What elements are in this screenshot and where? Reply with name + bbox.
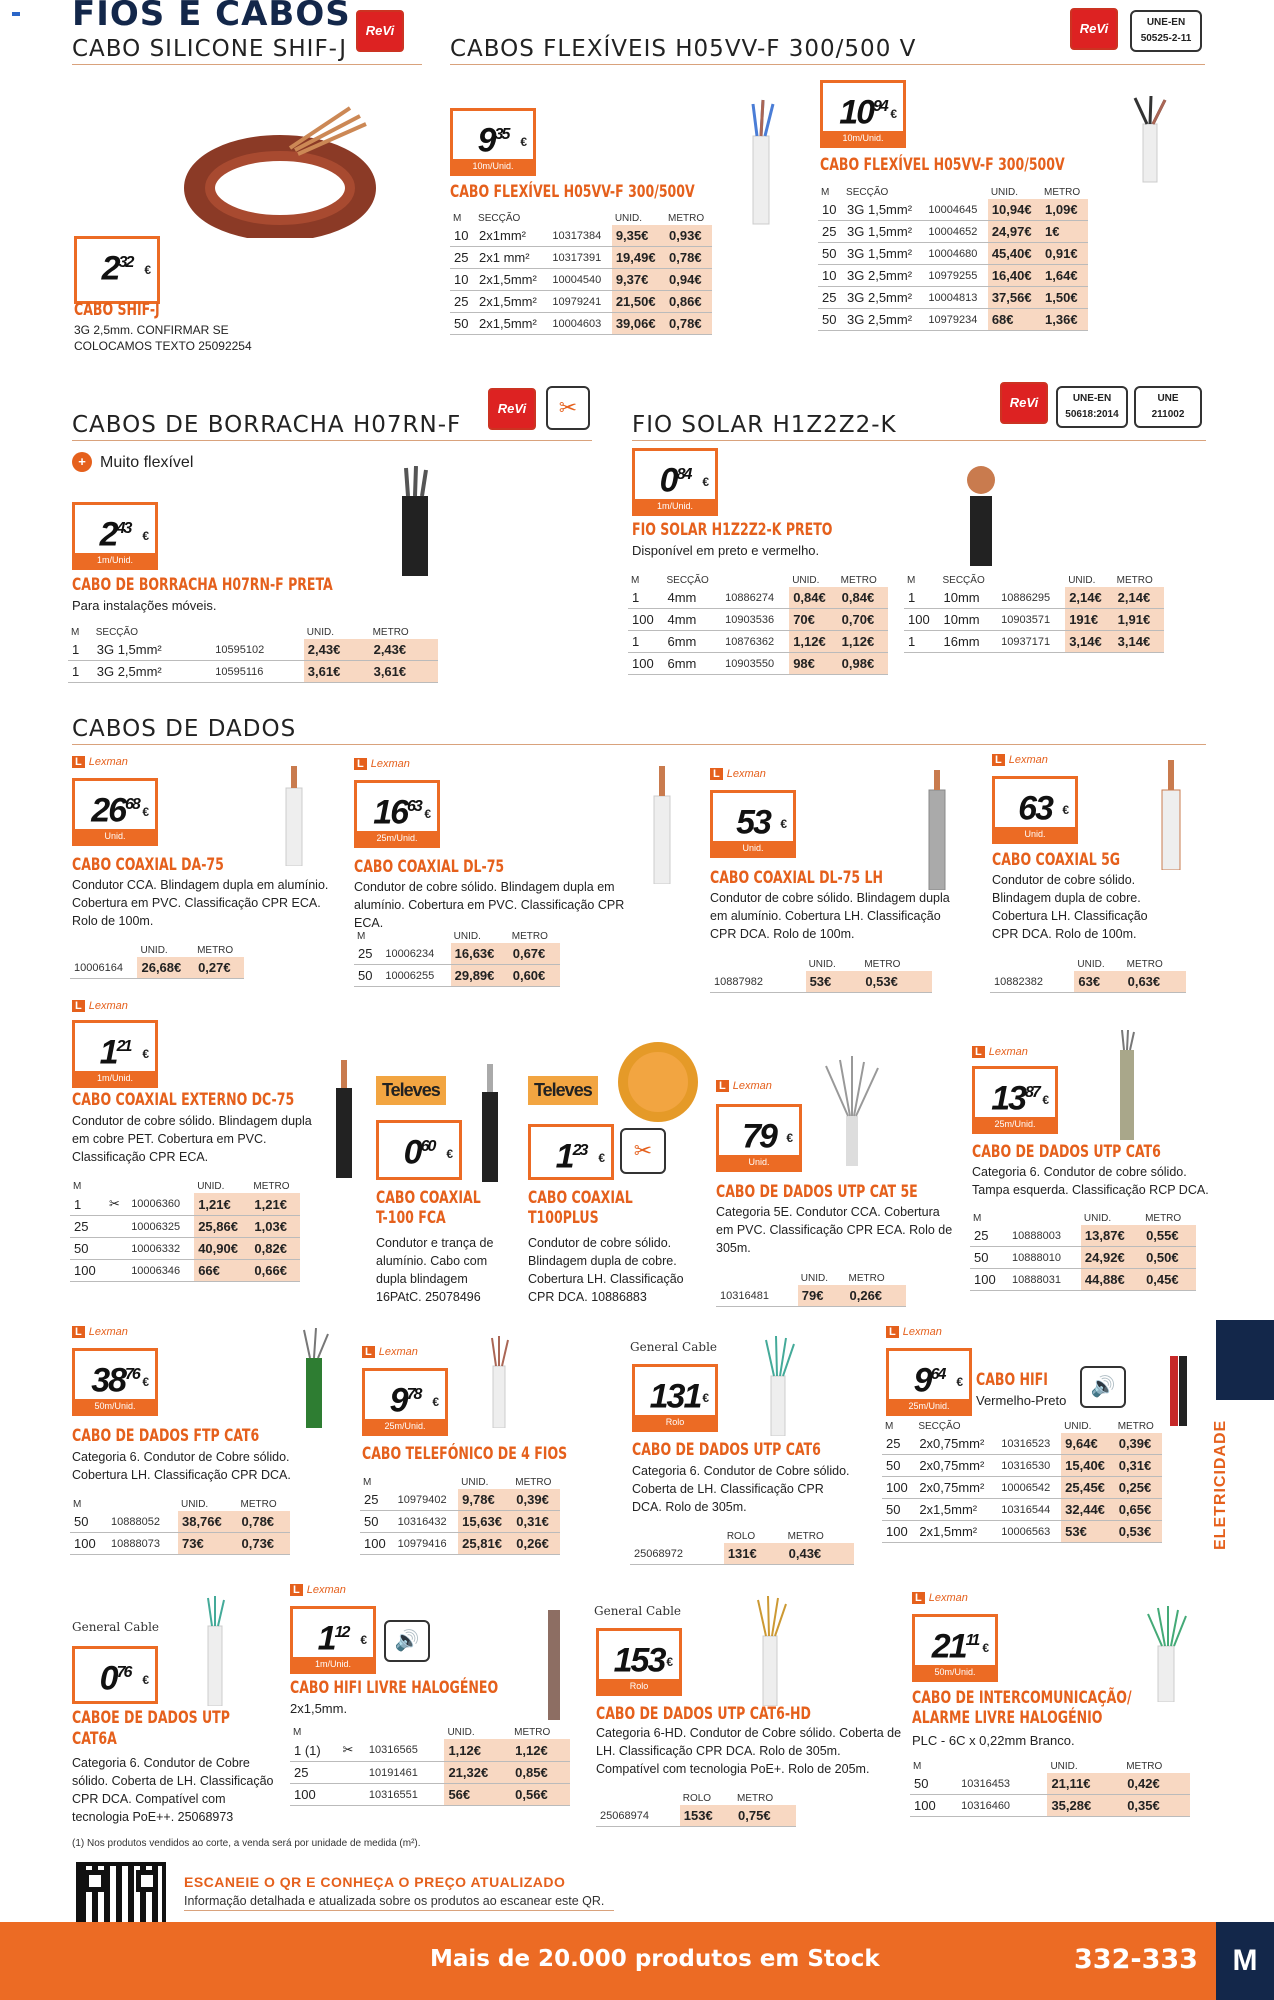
data-cable-image: [750, 1596, 790, 1706]
phone-cable-image: [484, 1336, 514, 1428]
product-name: CABO DE DADOS UTP CAT 5E: [716, 1182, 918, 1202]
price-tag: $0^{60}$ €: [376, 1120, 462, 1180]
product-name: FIO SOLAR H1Z2Z2-K PRETO: [632, 520, 833, 540]
coax-cable-image: [478, 1064, 502, 1182]
table-row: 100 10mm 10903571 191€ 1,91€: [904, 609, 1164, 631]
product-desc: Condutor de cobre sólido. Blindagem dupla de cobre. Cobertura LH. Classificação CPR DCA. 10886883: [528, 1236, 684, 1304]
price-table: M SECÇÃO UNID. METRO 10 2x1mm² 10317384 9,35€ 0,93€ 25 2x1 mm² 10317391 19,49€ 0,78€ 10 2x1,5mm² 10004540 9,37€ 0,94€ 25 2x1,5mm² 10979241 21,50€ 0,86€ 50 2x1,5mm² 10004603 39,06€ 0,78€: [450, 212, 712, 335]
revi-logo: ReVi: [488, 388, 536, 430]
table-row: 25 2x1,5mm² 10979241 21,50€ 0,86€: [450, 291, 712, 313]
price-table: M SECÇÃO UNID. METRO 1 3G 1,5mm² 10595102 2,43€ 2,43€ 1 3G 2,5mm² 10595116 3,61€ 3,61€: [68, 626, 438, 683]
table-row: 50 2x0,75mm² 10316530 15,40€ 0,31€: [882, 1455, 1162, 1477]
price-tag: $1^{12}$ € 1m/Unid.: [290, 1606, 376, 1674]
table-row: 25 10888003 13,87€ 0,55€: [970, 1225, 1196, 1247]
table-row: 1 3G 1,5mm² 10595102 2,43€ 2,43€: [68, 639, 438, 661]
table-row: 50 10316432 15,63€ 0,31€: [360, 1511, 560, 1533]
product-name: CABO DE DADOS UTP CAT6-HD: [596, 1704, 811, 1724]
price-table: M UNID. METRO 50 10316453 21,11€ 0,42€ 100 10316460 35,28€ 0,35€: [910, 1760, 1190, 1817]
price-tag: $1^{23}$ €: [528, 1124, 614, 1180]
product-desc: 2x1,5mm.: [290, 1701, 348, 1716]
qr-title: ESCANEIE O QR E CONHEÇA O PREÇO ATUALIZADO: [184, 1874, 566, 1890]
price-table: M UNID. METRO 1 (1) ✂ 10316565 1,12€ 1,12€ 25 10191461 21,32€ 0,85€ 100 10316551 56€ 0,56€: [290, 1726, 570, 1806]
price-table: UNID. METRO 10006164 26,68€ 0,27€: [70, 944, 244, 979]
televes-logo: Televes: [376, 1076, 446, 1105]
table-row: 10887982 53€ 0,53€: [710, 971, 932, 993]
table-row: 1 (1) ✂ 10316565 1,12€ 1,12€: [290, 1739, 570, 1762]
table-row: 25 3G 1,5mm² 10004652 24,97€ 1€: [818, 221, 1088, 243]
table-row: 100 10979416 25,81€ 0,26€: [360, 1533, 560, 1555]
revi-logo: ReVi: [356, 10, 404, 52]
data-cable-image: [200, 1596, 230, 1706]
product-desc: Condutor de cobre sólido. Blindagem dupla em alumínio. Cobertura em PVC. Classificação CPR ECA.: [354, 880, 625, 930]
price-tag: $9^{64}$ € 25m/Unid.: [886, 1348, 972, 1416]
section-label: ELETRICIDADE: [1212, 1419, 1229, 1550]
price-tag: $0^{84}$ € 1m/Unid.: [632, 448, 718, 516]
solar-cable-image: [960, 456, 1004, 566]
table-row: 100 10006346 66€ 0,66€: [70, 1260, 300, 1282]
general-cable-logo: General Cable: [72, 1620, 160, 1634]
product-name: CABO COAXIAL DA-75: [72, 855, 224, 875]
table-row: 1 ✂ 10006360 1,21€ 1,21€: [70, 1193, 300, 1216]
rubber-cable-image: [396, 466, 436, 576]
product-name: CABO COAXIAL DL-75 LH: [710, 868, 883, 888]
table-row: 1 6mm 10876362 1,12€ 1,12€: [628, 631, 888, 653]
price-table: UNID. METRO 10882382 63€ 0,63€: [990, 958, 1186, 993]
standard-badge: UNE-EN 50618:2014: [1056, 386, 1128, 428]
price-tag: $13^{87}$ € 25m/Unid.: [972, 1066, 1058, 1134]
price-tag: $16^{63}$ € 25m/Unid.: [354, 780, 440, 848]
product-desc: Condutor e trança de alumínio. Cabo com dupla blindagem 16PAtC. 25078496: [376, 1236, 494, 1304]
product-name: CABO DE BORRACHA H07RN-F PRETA: [72, 575, 333, 595]
price-table: ROLO METRO 25068972 131€ 0,43€: [630, 1530, 854, 1565]
price-tag: $2^{43}$ € 1m/Unid.: [72, 502, 158, 570]
lexman-logo: L Lexman: [912, 1592, 968, 1604]
table-row: 50 3G 2,5mm² 10979234 68€ 1,36€: [818, 309, 1088, 331]
data-cable-image: [294, 1328, 334, 1428]
price-table: ROLO METRO 25068974 153€ 0,75€: [596, 1792, 796, 1827]
table-row: 1 10mm 10886295 2,14€ 2,14€: [904, 587, 1164, 609]
product-name: CABO DE DADOS UTP CAT6: [632, 1440, 821, 1460]
coax-cable-image: [332, 1060, 356, 1178]
footnote: (1) Nos produtos vendidos ao corte, a venda será por unidade de medida (m²).: [72, 1838, 421, 1849]
section-title: CABO SILICONE SHIF-J: [72, 36, 422, 65]
price-tag: 53 € Unid.: [710, 790, 796, 858]
coax-cable-image: [925, 770, 949, 890]
product-name: CABO COAXIAL T100PLUS: [528, 1188, 633, 1228]
televes-logo: Televes: [528, 1076, 598, 1105]
general-cable-logo: General Cable: [630, 1340, 718, 1354]
product-desc: Categoria 6. Condutor de Cobre sólido. Coberta de LH. Classificação CPR DCA. Rolo de 305m.: [632, 1464, 850, 1514]
product-desc: Categoria 6. Condutor de Cobre sólido. Cobertura LH. Classificação CPR DCA.: [72, 1450, 291, 1482]
price-tag: $2^{32}$ €: [74, 236, 160, 304]
flexible-cable-image: [745, 96, 785, 226]
price-table: M SECÇÃO UNID. METRO 1 10mm 10886295 2,14€ 2,14€ 100 10mm 10903571 191€ 1,91€ 1 16mm 10937171 3,14€ 3,14€: [904, 574, 1164, 653]
standard-badge: UNE-EN 50525-2-11: [1130, 10, 1202, 52]
product-desc: Condutor de cobre sólido. Blindagem dupla de cobre. Cobertura LH. Classificação CPR DCA. Rolo de 100m.: [992, 873, 1148, 941]
table-row: 1 3G 2,5mm² 10595116 3,61€ 3,61€: [68, 661, 438, 683]
qr-text: Informação detalhada e atualizada sobre os produtos ao escanear este QR.: [184, 1894, 605, 1908]
product-name: CABO SHIF-J: [74, 300, 160, 320]
table-row: 100 10888073 73€ 0,73€: [70, 1533, 290, 1555]
price-tag: 153 € Rolo: [596, 1628, 682, 1696]
table-row: 10 2x1mm² 10317384 9,35€ 0,93€: [450, 225, 712, 247]
lexman-logo: L Lexman: [710, 768, 766, 780]
lexman-logo: L Lexman: [72, 1326, 128, 1338]
lexman-logo: L Lexman: [290, 1584, 346, 1596]
table-row: 10882382 63€ 0,63€: [990, 971, 1186, 993]
product-desc: Categoria 5E. Condutor CCA. Cobertura em PVC. Classificação CPR ECA. Rolo de 305m.: [716, 1205, 953, 1255]
table-row: 10006164 26,68€ 0,27€: [70, 957, 244, 979]
price-tag: 131 € Rolo: [632, 1364, 718, 1432]
price-table: M SECÇÃO UNID. METRO 10 3G 1,5mm² 10004645 10,94€ 1,09€ 25 3G 1,5mm² 10004652 24,97€ 1€ 50 3G 1,5mm² 10004680 45,40€ 0,91€ 10 3G 2,5mm² 10979255 16,40€ 1,64€ 25 3G 2,5mm² 10004813 37,56€ 1,50€ 50 3G 2,5mm² 10979234 68€ 1,36€: [818, 186, 1088, 331]
price-table: M UNID. METRO 25 10979402 9,78€ 0,39€ 50 10316432 15,63€ 0,31€ 100 10979416 25,81€ 0,26€: [360, 1476, 560, 1555]
section-title: CABOS FLEXÍVEIS H05VV-F 300/500 V: [450, 36, 1205, 65]
table-row: 1 4mm 10886274 0,84€ 0,84€: [628, 587, 888, 609]
table-row: 50 10006255 29,89€ 0,60€: [354, 965, 560, 987]
plus-icon: +: [72, 452, 92, 472]
coax-cable-image: [1158, 760, 1184, 870]
speaker-icon: 🔊: [1080, 1366, 1126, 1408]
price-tag: $1^{21}$ € 1m/Unid.: [72, 1020, 158, 1088]
data-cable-image: [1112, 1030, 1142, 1140]
table-row: 100 10888031 44,88€ 0,45€: [970, 1269, 1196, 1291]
product-name: CABO COAXIAL 5G: [992, 850, 1121, 870]
brand-logo[interactable]: M: [1216, 1922, 1274, 2000]
feature-label: Muito flexível: [100, 454, 194, 471]
product-desc: 3G 2,5mm. CONFIRMAR SE COLOCAMOS TEXTO 25092254: [74, 323, 252, 353]
revi-logo: ReVi: [1070, 8, 1118, 50]
page-numbers: 332-333: [1074, 1944, 1198, 1975]
table-row: 25 10006325 25,86€ 1,03€: [70, 1216, 300, 1238]
table-row: 1 16mm 10937171 3,14€ 3,14€: [904, 631, 1164, 653]
table-row: 10 3G 1,5mm² 10004645 10,94€ 1,09€: [818, 199, 1088, 221]
product-desc: Disponível em preto e vermelho.: [632, 543, 820, 558]
price-table: M UNID. METRO 25 10888003 13,87€ 0,55€ 50 10888010 24,92€ 0,50€ 100 10888031 44,88€ 0,45€: [970, 1212, 1196, 1291]
product-name: CABO TELEFÓNICO DE 4 FIOS: [362, 1444, 568, 1464]
table-row: 10316481 79€ 0,26€: [716, 1285, 906, 1307]
speaker-icon: 🔊: [384, 1620, 430, 1662]
price-tag: $9^{35}$ € 10m/Unid.: [450, 108, 536, 176]
table-row: 25 10979402 9,78€ 0,39€: [360, 1489, 560, 1511]
table-row: 50 10888052 38,76€ 0,78€: [70, 1511, 290, 1533]
table-row: 50 2x1,5mm² 10316544 32,44€ 0,65€: [882, 1499, 1162, 1521]
product-desc: Condutor de cobre sólido. Blindagem dupla em alumínio. Cobertura LH. Classificação CPR DCA. Rolo de 100m.: [710, 891, 950, 941]
price-table: UNID. METRO 10316481 79€ 0,26€: [716, 1272, 906, 1307]
product-desc: Categoria 6. Condutor de Cobre sólido. Coberta de LH. Classificação CPR DCA. Compatível com tecnologia PoE++. 25068973: [72, 1756, 274, 1824]
hifi-cable-image: [1164, 1336, 1194, 1426]
table-row: 50 10006332 40,90€ 0,82€: [70, 1238, 300, 1260]
divider: [184, 1910, 614, 1911]
product-desc: Categoria 6-HD. Condutor de Cobre sólido. Coberta de LH. Classificação CPR DCA. Rolo de 305m. Compatível com tecnologia PoE+. Rolo de 205m.: [596, 1726, 902, 1776]
product-desc: Condutor CCA. Blindagem dupla em alumínio. Cobertura em PVC. Classificação CPR ECA. Rolo de 100m.: [72, 878, 329, 928]
coax-cable-image: [282, 766, 306, 866]
table-row: 25 3G 2,5mm² 10004813 37,56€ 1,50€: [818, 287, 1088, 309]
table-row: 100 10316551 56€ 0,56€: [290, 1784, 570, 1806]
price-table: M SECÇÃO UNID. METRO 25 2x0,75mm² 10316523 9,64€ 0,39€ 50 2x0,75mm² 10316530 15,40€ 0,31€ 100 2x0,75mm² 10006542 25,45€ 0,25€ 50 2x1,5mm² 10316544 32,44€ 0,65€ 100 2x1,5mm² 10006563 53€ 0,53€: [882, 1420, 1162, 1543]
flag-icon: [12, 12, 20, 16]
table-row: 100 6mm 10903550 98€ 0,98€: [628, 653, 888, 675]
scissors-icon: ✂: [546, 386, 590, 430]
table-row: 50 10888010 24,92€ 0,50€: [970, 1247, 1196, 1269]
product-name: CABO DE DADOS UTP CAT6: [972, 1142, 1161, 1162]
intercom-cable-image: [1140, 1606, 1190, 1702]
product-desc: Condutor de cobre sólido. Blindagem dupla em cobre PET. Cobertura em PVC. Classificação CPR ECA.: [72, 1114, 312, 1164]
table-row: 50 10316453 21,11€ 0,42€: [910, 1773, 1190, 1795]
product-desc: PLC - 6C x 0,22mm Branco.: [912, 1733, 1075, 1748]
price-tag: $26^{68}$ € Unid.: [72, 778, 158, 846]
product-name: CABO COAXIAL DL-75: [354, 857, 505, 877]
table-row: 10 2x1,5mm² 10004540 9,37€ 0,94€: [450, 269, 712, 291]
product-name: CABO DE DADOS FTP CAT6: [72, 1426, 260, 1446]
price-table: M UNID. METRO 50 10888052 38,76€ 0,78€ 100 10888073 73€ 0,73€: [70, 1498, 290, 1555]
product-name: CABO COAXIAL EXTERNO DC-75: [72, 1090, 295, 1110]
data-cable-image: [758, 1336, 798, 1436]
product-desc: Para instalações móveis.: [72, 598, 217, 613]
price-tag: 63 € Unid.: [992, 776, 1078, 844]
table-row: 25 10006234 16,63€ 0,67€: [354, 943, 560, 965]
price-tag: $0^{76}$ €: [72, 1646, 158, 1704]
price-table: M UNID. METRO 25 10006234 16,63€ 0,67€ 50 10006255 29,89€ 0,60€: [354, 930, 560, 987]
product-name: CABO FLEXÍVEL H05VV-F 300/500V: [450, 182, 695, 202]
product-name: CABO COAXIAL T-100 FCA: [376, 1188, 481, 1228]
general-cable-logo: General Cable: [594, 1604, 682, 1618]
product-name: CABO DE INTERCOMUNICAÇÃO/ ALARME LIVRE HALOGÉNIO: [912, 1688, 1132, 1728]
table-row: 25068972 131€ 0,43€: [630, 1543, 854, 1565]
scissors-icon: ✂: [620, 1128, 666, 1174]
revi-logo: ReVi: [1000, 382, 1048, 424]
table-row: 50 3G 1,5mm² 10004680 45,40€ 0,91€: [818, 243, 1088, 265]
price-tag: $10^{94}$ € 10m/Unid.: [820, 80, 906, 148]
table-row: 100 10316460 35,28€ 0,35€: [910, 1795, 1190, 1817]
table-row: 25 2x0,75mm² 10316523 9,64€ 0,39€: [882, 1433, 1162, 1455]
lexman-logo: L Lexman: [886, 1326, 942, 1338]
price-table: UNID. METRO 10887982 53€ 0,53€: [710, 958, 932, 993]
table-row: 10 3G 2,5mm² 10979255 16,40€ 1,64€: [818, 265, 1088, 287]
lexman-logo: L Lexman: [992, 754, 1048, 766]
footer-text: Mais de 20.000 produtos em Stock: [430, 1946, 880, 1972]
price-table: M SECÇÃO UNID. METRO 1 4mm 10886274 0,84€ 0,84€ 100 4mm 10903536 70€ 0,70€ 1 6mm 10876362 1,12€ 1,12€ 100 6mm 10903550 98€ 0,98€: [628, 574, 888, 675]
price-table: M UNID. METRO 1 ✂ 10006360 1,21€ 1,21€ 25 10006325 25,86€ 1,03€ 50 10006332 40,90€ 0,82€ 100 10006346 66€ 0,66€: [70, 1180, 300, 1282]
cable-reel-image: [618, 1042, 698, 1122]
table-row: 100 2x0,75mm² 10006542 25,45€ 0,25€: [882, 1477, 1162, 1499]
standard-badge: UNE 211002: [1134, 386, 1202, 428]
product-desc: Vermelho-Preto: [976, 1393, 1067, 1408]
section-title: CABOS DE DADOS: [72, 716, 1206, 745]
flexible-cable-image: [1125, 94, 1175, 184]
table-row: 25 2x1 mm² 10317391 19,49€ 0,78€: [450, 247, 712, 269]
table-row: 100 2x1,5mm² 10006563 53€ 0,53€: [882, 1521, 1162, 1543]
lexman-logo: L Lexman: [362, 1346, 418, 1358]
product-name: CABOE DE DADOS UTP CAT6A: [72, 1708, 230, 1749]
table-row: 25068974 153€ 0,75€: [596, 1805, 796, 1827]
section-title: FIO SOLAR H1Z2Z2-K: [632, 412, 1206, 441]
table-row: 25 10191461 21,32€ 0,85€: [290, 1762, 570, 1784]
price-tag: $38^{76}$ € 50m/Unid.: [72, 1348, 158, 1416]
product-name: CABO FLEXÍVEL H05VV-F 300/500V: [820, 155, 1065, 175]
coax-cable-image: [650, 766, 674, 884]
price-tag: $9^{78}$ € 25m/Unid.: [362, 1368, 448, 1436]
lexman-logo: L Lexman: [972, 1046, 1028, 1058]
table-row: 100 4mm 10903536 70€ 0,70€: [628, 609, 888, 631]
product-desc: Categoria 6. Condutor de cobre sólido. Tampa esquerda. Classificação RCP DCA.: [972, 1165, 1209, 1197]
product-name: CABO HIFI LIVRE HALOGÉNEO: [290, 1678, 499, 1698]
page-title: FIOS E CABOS: [72, 0, 351, 34]
lexman-logo: L Lexman: [354, 758, 410, 770]
lexman-logo: L Lexman: [72, 1000, 128, 1012]
section-title: CABOS DE BORRACHA H07RN-F: [72, 412, 592, 441]
product-name: CABO HIFI: [976, 1370, 1048, 1390]
lexman-logo: L Lexman: [72, 756, 128, 768]
hifi-cable-image: [544, 1610, 564, 1720]
data-cable-image: [820, 1056, 884, 1166]
table-row: 50 2x1,5mm² 10004603 39,06€ 0,78€: [450, 313, 712, 335]
price-tag: $21^{11}$ € 50m/Unid.: [912, 1614, 998, 1682]
silicone-cable-image: [180, 88, 380, 238]
sidebar-tab[interactable]: [1216, 1320, 1274, 1400]
lexman-logo: L Lexman: [716, 1080, 772, 1092]
price-tag: 79 € Unid.: [716, 1104, 802, 1172]
